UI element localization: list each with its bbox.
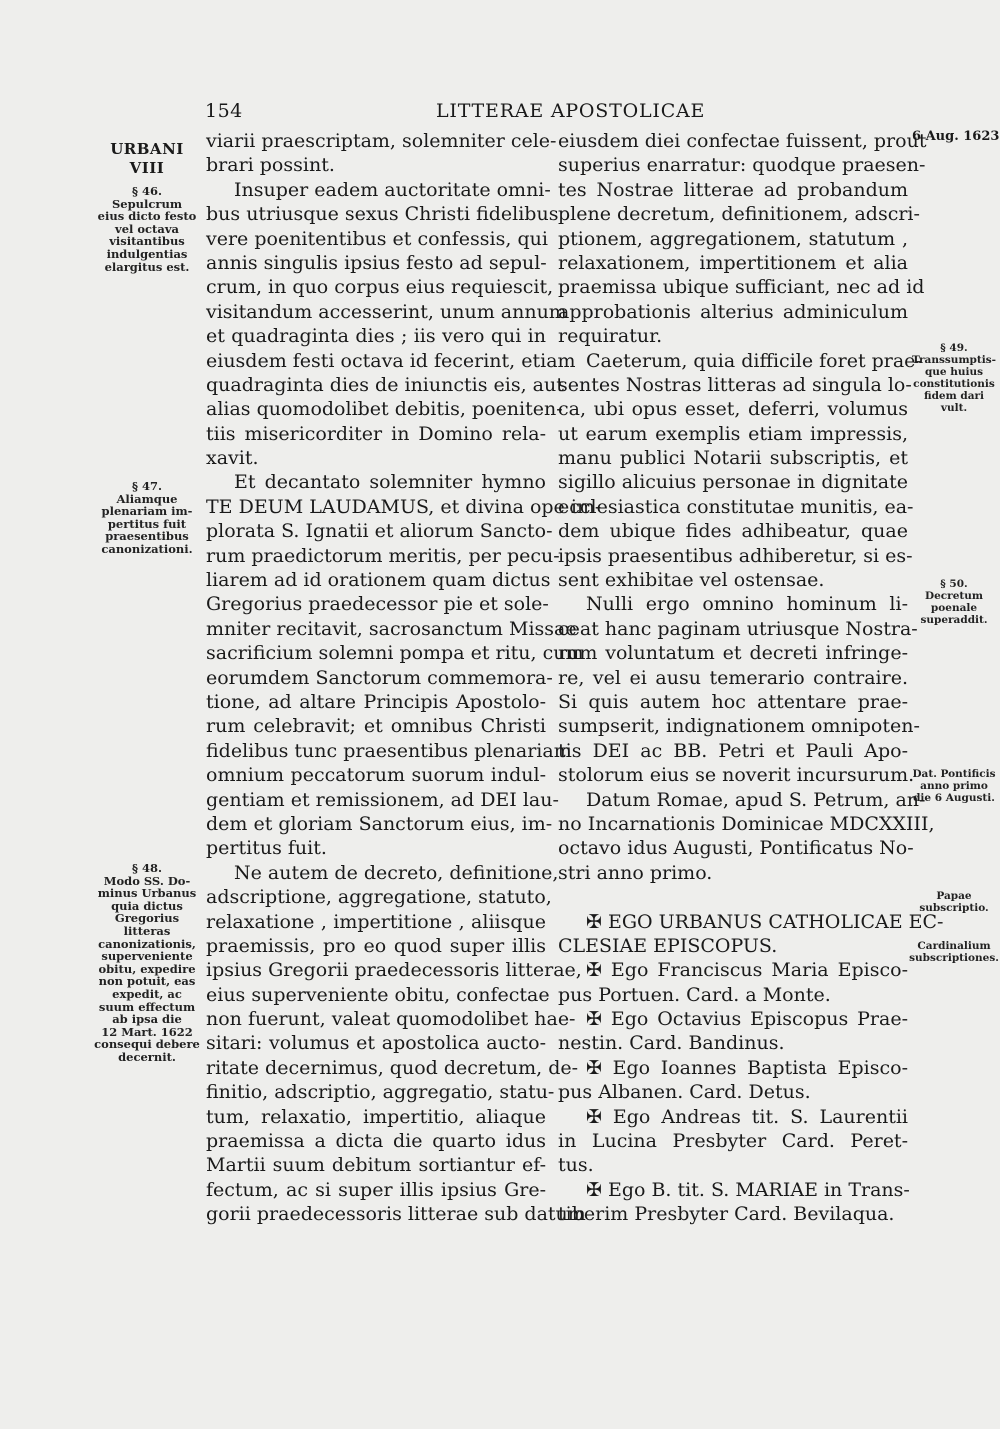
text-line: superius enarratur: quodque praesen- (558, 154, 926, 177)
text-line: et quadraginta dies ; iis vero qui in (206, 325, 546, 348)
margin-note-line: litteras (123, 923, 171, 938)
text-line: sent exhibitae vel ostensae. (558, 569, 825, 592)
text-line: TE DEUM LAUDAMUS, et divina ope im- (206, 495, 602, 518)
text-line: gentiam et remissionem, ad DEI lau- (206, 788, 559, 811)
text-line: brari possint. (206, 154, 335, 177)
margin-note-line: constitutionis (913, 378, 995, 390)
margin-note-47 (92, 480, 202, 556)
text-line: non fuerunt, valeat quomodolibet hae- (206, 1008, 576, 1031)
text-line: pus Portuen. Card. a Monte. (558, 983, 831, 1006)
text-line: liarem ad id orationem quam dictus (206, 569, 551, 592)
margin-note-line: § 47. (131, 479, 163, 493)
margin-note-line: 12 Mart. 1622 (101, 1024, 193, 1039)
margin-note-line: Aliamque (116, 491, 178, 506)
margin-note-line: expedit, ac (112, 986, 182, 1001)
text-line: crum, in quo corpus eius requiescit, (206, 276, 554, 299)
text-line: ecclesiastica constitutae munitis, ea- (558, 495, 914, 518)
text-line: nestin. Card. Bandinus. (558, 1032, 785, 1055)
margin-note-line: vult. (940, 402, 968, 414)
text-line: tione, ad altare Principis Apostolo- (206, 690, 546, 713)
text-line: praemissis, pro eo quod super illis (206, 934, 546, 957)
text-line: plene decretum, definitionem, adscri- (558, 203, 920, 226)
pope-name (92, 140, 202, 178)
text-line: eiusdem diei confectae fuissent, prout (558, 130, 927, 152)
margin-note-50 (908, 578, 1000, 626)
margin-note-46 (92, 185, 202, 273)
margin-note-line: quia dictus (111, 898, 183, 913)
text-line: adscriptione, aggregatione, statuto, (206, 886, 552, 909)
margin-note-cardinalium (908, 940, 1000, 964)
text-line: no Incarnationis Dominicae MDCXXIII, (558, 812, 935, 835)
text-line: mniter recitavit, sacrosanctum Missae (206, 617, 577, 640)
margin-note-line: visitantibus (109, 234, 185, 249)
text-line: ritate decernimus, quod decretum, de- (206, 1056, 579, 1079)
margin-note-line: ab ipsa die (112, 1012, 182, 1027)
text-line: visitandum accesserint, unum annum (206, 300, 567, 323)
text-line: ✠ Ego Ioannes Baptista Episco- (586, 1056, 908, 1079)
margin-note-line: decernit. (118, 1049, 176, 1064)
margin-note-line: Modo SS. Do- (103, 873, 191, 888)
text-line: Gregorius praedecessor pie et sole- (206, 593, 549, 616)
margin-note-line: superveniente (101, 949, 193, 964)
margin-note-48 (92, 862, 202, 1064)
margin-note-line: Transsumptis- (911, 354, 997, 366)
text-line: manu publici Notarii subscriptis, et (558, 447, 908, 470)
margin-note-line: Decretum (925, 590, 983, 602)
margin-note-line: suum effectum (98, 999, 196, 1014)
margin-note-line: que huius (924, 366, 984, 378)
text-line: xavit. (206, 447, 259, 470)
text-line: Caeterum, quia difficile foret prae- (586, 349, 922, 372)
text-line: annis singulis ipsius festo ad sepul- (206, 251, 547, 274)
margin-note-line: consequi debere (94, 1037, 200, 1052)
margin-note-line: canonizationi. (101, 541, 193, 556)
text-line: stolorum eius se noverit incursurum. (558, 764, 915, 787)
text-line: approbationis alterius adminiculum (558, 300, 908, 323)
text-line: Datum Romae, apud S. Petrum, an- (586, 788, 926, 811)
margin-note-line: § 46. (131, 184, 163, 198)
margin-note-line: superaddit. (920, 614, 988, 626)
text-line: praemissa a dicta die quarto idus (206, 1130, 546, 1153)
margin-note-line: pertitus fuit (107, 516, 187, 531)
text-line: ✠ Ego B. tit. S. MARIAE in Trans- (586, 1178, 910, 1201)
text-line: sacrificium solemni pompa et ritu, cum (206, 642, 584, 665)
text-line: Martii suum debitum sortiantur ef- (206, 1154, 546, 1177)
text-line: omnium peccatorum suorum indul- (206, 764, 546, 787)
text-line: ceat hanc paginam utriusque Nostra- (558, 617, 918, 640)
text-line: pus Albanen. Card. Detus. (558, 1081, 811, 1104)
margin-note-line: vel octava (115, 221, 179, 236)
text-line: ptionem, aggregationem, statutum , (558, 227, 908, 250)
text-line: pertitus fuit. (206, 837, 327, 860)
pope-name-line: URBANI (110, 140, 184, 158)
text-line: sumpserit, indignationem omnipoten- (558, 715, 920, 738)
margin-note-line: elargitus est. (104, 259, 190, 274)
text-column-right (558, 129, 944, 1227)
text-line: sentes Nostras litteras ad singula lo- (558, 373, 912, 396)
margin-note-line: § 49. (940, 342, 968, 354)
margin-note-line: canonizationis, (98, 936, 196, 951)
text-line: ipsis praesentibus adhiberetur, si es- (558, 544, 913, 567)
margin-note-line: obitu, expedire (98, 961, 196, 976)
text-line: rum voluntatum et decreti infringe- (558, 642, 908, 665)
text-line: gorii praedecessoris litterae sub datum (206, 1203, 586, 1226)
running-title: LITTERAE APOSTOLICAE (436, 100, 706, 122)
margin-note-line: Cardinalium (917, 940, 991, 952)
margin-note-line: plenariam im- (101, 504, 193, 519)
text-line: rum praedictorum meritis, per pecu- (206, 544, 560, 567)
margin-note-line: non potuit, eas (98, 974, 196, 989)
margin-note-line: Gregorius (114, 911, 180, 926)
text-line: Si quis autem hoc attentare prae- (558, 690, 908, 713)
margin-note-line: § 48. (131, 861, 163, 875)
text-line: quadraginta dies de iniunctis eis, aut (206, 373, 564, 396)
text-line: rum celebravit; et omnibus Christi (206, 715, 546, 738)
margin-note-line: poenale (930, 602, 978, 614)
text-line: alias quomodolibet debitis, poeniten- (206, 398, 563, 421)
text-line: vere poenitentibus et confessis, qui (206, 227, 548, 250)
text-line: Insuper eadem auctoritate omni- (234, 178, 551, 201)
margin-note-line: § 50. (940, 578, 968, 590)
text-line: Nulli ergo omnino hominum li- (586, 593, 908, 616)
text-line: ✠ Ego Andreas tit. S. Laurentii (586, 1105, 908, 1128)
text-line: praemissa ubique sufficiant, nec ad id (558, 276, 925, 299)
text-line: ipsius Gregorii praedecessoris litterae, (206, 959, 582, 982)
text-line: ✠ Ego Octavius Episcopus Prae- (586, 1008, 908, 1031)
margin-note-line: Dat. Pontificis (912, 768, 996, 780)
margin-note-line: die 6 Augusti. (913, 792, 995, 804)
text-line: re, vel ei ausu temerario contraire. (558, 666, 908, 689)
text-line: stri anno primo. (558, 861, 713, 884)
text-line: CLESIAE EPISCOPUS. (558, 934, 778, 957)
text-line: dem ubique fides adhibeatur, quae (558, 520, 908, 543)
text-line: fectum, ac si super illis ipsius Gre- (206, 1178, 546, 1201)
text-line: ✠ EGO URBANUS CATHOLICAE EC- (586, 910, 944, 933)
text-line: Ne autem de decreto, definitione, (234, 861, 559, 884)
margin-note-line: anno primo (920, 780, 988, 792)
text-line: tum, relaxatio, impertitio, aliaque (206, 1105, 546, 1128)
text-line: sitari: volumus et apostolica aucto- (206, 1032, 546, 1055)
text-line: octavo idus Augusti, Pontificatus No- (558, 837, 914, 860)
page-number: 154 (205, 100, 243, 122)
text-line: tiberim Presbyter Card. Bevilaqua. (558, 1203, 895, 1226)
text-line: eorumdem Sanctorum commemora- (206, 666, 553, 689)
text-line: viarii praescriptam, solemniter cele- (206, 130, 557, 152)
text-line: sigillo alicuius personae in dignitate (558, 471, 908, 494)
text-line: tis DEI ac BB. Petri et Pauli Apo- (558, 739, 908, 762)
text-line: tes Nostrae litterae ad probandum (558, 178, 908, 201)
pope-name-line: VIII (129, 159, 165, 177)
text-line: relaxationem, impertitionem et alia (558, 251, 908, 274)
text-line: Et decantato solemniter hymno (234, 471, 546, 494)
text-line (558, 885, 908, 909)
text-line: fidelibus tunc praesentibus plenariam (206, 739, 572, 762)
text-line: ut earum exemplis etiam impressis, (558, 422, 908, 445)
text-line: plorata S. Ignatii et aliorum Sancto- (206, 520, 553, 543)
text-line: relaxatione , impertitione , aliisque (206, 910, 546, 933)
text-line: ca, ubi opus esset, deferri, volumus (558, 398, 908, 421)
text-column-left (206, 129, 602, 1227)
margin-note-line: subscriptio. (919, 902, 989, 914)
text-line: tus. (558, 1154, 594, 1177)
text-line: in Lucina Presbyter Card. Peret- (558, 1130, 908, 1153)
text-line: finitio, adscriptio, aggregatio, statu- (206, 1081, 555, 1104)
text-line: eius superveniente obitu, confectae (206, 983, 550, 1006)
margin-note-line: fidem dari (923, 390, 985, 402)
margin-note-line: Sepulcrum (112, 196, 182, 211)
margin-note-line: eius dicto festo (97, 209, 197, 224)
text-line: tiis misericorditer in Domino rela- (206, 422, 546, 445)
margin-note-line: subscriptiones. (909, 952, 999, 964)
text-line: ✠ Ego Franciscus Maria Episco- (586, 959, 908, 982)
text-line: bus utriusque sexus Christi fidelibus (206, 203, 559, 226)
margin-note-line: indulgentias (106, 246, 188, 261)
margin-date: 6 Aug. 1623 (912, 129, 1000, 144)
text-line: eiusdem festi octava id fecerint, etiam (206, 349, 576, 372)
text-line: requiratur. (558, 325, 663, 348)
margin-note-line: Papae (936, 890, 972, 902)
margin-note-line: minus Urbanus (97, 886, 197, 901)
margin-note-line: praesentibus (105, 529, 189, 544)
text-line: dem et gloriam Sanctorum eius, im- (206, 812, 553, 835)
